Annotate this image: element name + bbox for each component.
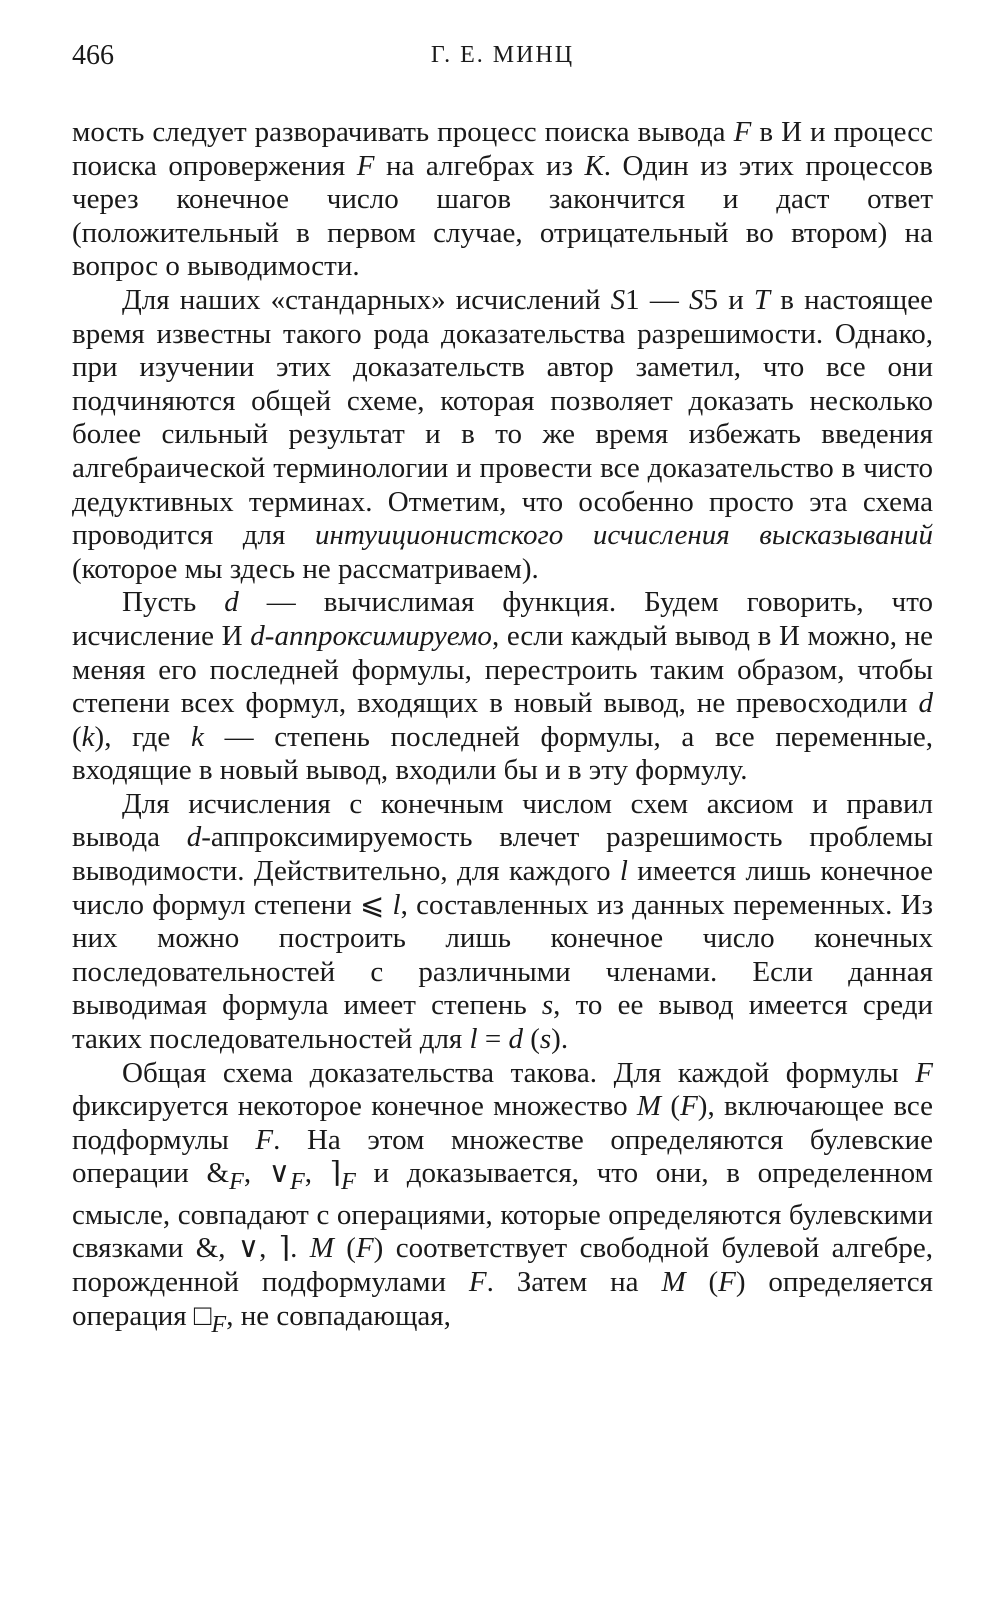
paragraph-2: Для наших «стандарных» исчислений S1 — S5 и T в настоящее время известны такого рода доказательства разрешимости. Однако, при изучении этих доказательств автор заметил, что все они подчиняются общей схеме, которая позволяет доказать несколько более сильный результат и в то же время избежать введения алгебраической терминологии и провести все доказательство в чисто дедуктивных терминах. Отметим, что особенно просто эта схема проводится для интуиционистского исчисления высказываний (которое мы здесь не рассматриваем). xyxy=(72,283,933,585)
paragraph-3: Пусть d — вычислимая функция. Будем говорить, что исчисление И d-аппроксимируемо, если каждый вывод в И можно, не меняя его последней формулы, перестроить таким образом, чтобы степени всех формул, входящих в новый вывод, не превосходили d (k), где k — степень последней формулы, а все переменные, входящие в новый вывод, входили бы и в эту формулу. xyxy=(72,586,934,787)
paragraph-1: мость следует разворачивать процесс поиска вывода F в И и процесс поиска опровержения F на алгебрах из К. Один из этих процессов через конечное число шагов закончится и даст ответ (положительный в первом случае, отрицательный во втором) на вопрос о выводимости. xyxy=(72,116,933,283)
page-body xyxy=(72,116,933,1341)
emphasis-intuitionistic-calculus: интуиционистского исчисления высказываний xyxy=(314,519,933,552)
paragraph-4: Для исчисления с конечным числом схем аксиом и правил вывода d-аппроксимируемость влечет разрешимость проблемы выводимости. Действительно, для каждого l имеется лишь конечное число формул степени ⩽ l, составленных из данных переменных. Из них можно построить лишь конечное число конечных последовательностей с различными членами. Если данная выводимая формула имеет степень s, то ее вывод имеется среди таких последовательностей для l = d (s). xyxy=(72,787,933,1056)
running-title: Г. Е. МИНЦ xyxy=(430,42,575,68)
emphasis-d-approximable: d-аппроксимируемо xyxy=(250,619,492,652)
page-number: 466 xyxy=(72,40,114,71)
page-header xyxy=(72,40,933,80)
paragraph-5: Общая схема доказательства такова. Для каждой формулы F фиксируется некоторое конечное множество M (F), включающее все подформулы F. На этом множестве определяются булевские операции $\&_F$, $\vee_F$, $⌉_F$ и доказывается, что они, в определенном смысле, совпадают с операциями, которые определяются булевскими связками &, ∨, ⌉. M (F) соответствует свободной булевой алгебре, порожденной подформулами F. Затем на M (F) определяется операция $□_F$, не совпадающая, xyxy=(72,1056,934,1338)
